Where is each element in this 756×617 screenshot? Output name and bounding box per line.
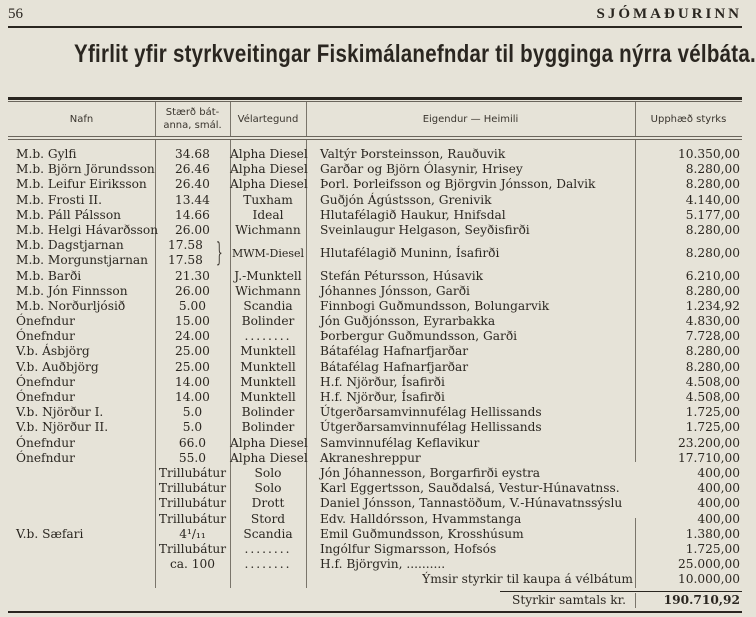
cell-name: M.b. Barði [16,268,82,283]
cell-name: V.b. Ásbjörg [16,344,90,359]
cell-amount: 8.280,00 [685,246,740,261]
cell-size: 26.46 [175,162,210,177]
header-rule [8,136,742,137]
cell-amount: 400,00 [697,465,740,480]
cell-engine: Wichmann [235,222,301,237]
cell-engine: Alpha Diesel [230,435,308,450]
cell-size: ca. 100 [169,557,216,572]
cell-engine: Alpha Diesel [230,450,308,465]
cell-engine: Scandia [243,526,293,541]
cell-amount: 10.350,00 [677,147,740,161]
page-title: Yfirlit yfir styrkveitingar Fiskimálanefndar til bygginga nýrra vélbáta. [74,40,756,68]
cell-owner: Emil Guðmundsson, Krosshúsum [320,526,524,541]
header-size: Stærð bát-anna, smál. [163,107,222,131]
total-divider [635,593,636,608]
cell-name: Ónefndur [16,390,75,405]
table-row [8,375,742,390]
cell-size: 15.00 [175,314,210,329]
cell-size: 24.00 [175,329,210,344]
table-row [8,420,742,435]
cell-size: Trillubátur [158,481,227,496]
cell-owner: Bátafélag Hafnarfjarðar [320,344,469,359]
cell-name: M.b. Morgunstjarnan [16,253,149,268]
cell-name: M.b. Frosti II. [16,192,102,207]
cell-name: V.b. Njörður I. [16,405,104,420]
table-row [8,572,742,587]
total-label: Styrkir samtals kr. [512,593,626,607]
cell-amount: 7.728,00 [685,329,740,344]
cell-engine: Tuxham [243,192,293,207]
table-header [8,102,742,136]
cell-amount: 8.280,00 [685,359,740,374]
cell-owner: Ingólfur Sigmarsson, Hofsós [320,541,497,556]
cell-owner: Þorbergur Guðmundsson, Garði [320,329,518,344]
cell-size: 21.30 [175,268,210,283]
cell-owner: Karl Eggertsson, Sauðdalsá, Vestur-Húnavatnss. [320,481,620,496]
header-amount: Upphæð styrks [650,113,727,125]
cell-amount: 400,00 [697,481,740,496]
cell-amount: 400,00 [697,511,740,526]
cell-name: M.b. Leifur Eiriksson [16,177,147,192]
cell-amount: 1.234,92 [685,298,740,313]
table-top-rule [8,97,742,100]
cell-engine: Bolinder [241,314,295,329]
cell-amount: 1.725,00 [685,541,740,556]
cell-size: 26.00 [175,222,210,237]
cell-owner: Finnbogi Guðmundsson, Bolungarvik [320,298,550,313]
cell-engine: Bolinder [241,405,295,420]
cell-amount: 8.280,00 [685,162,740,177]
cell-name: Ónefndur [16,450,75,465]
cell-owner: Jón Guðjónsson, Eyrarbakka [320,314,496,329]
cell-engine: Munktell [240,359,296,374]
table-row [8,466,742,481]
masthead: SJÓMAÐURINN [596,6,742,22]
header-owner: Eigendur — Heimili [422,113,519,125]
cell-amount: 8.280,00 [685,222,740,237]
cell-owner: Stefán Pétursson, Húsavik [320,268,484,283]
cell-name: Ónefndur [16,329,75,344]
cell-size: Trillubátur [158,511,227,526]
cell-owner: Samvinnufélag Keflavikur [320,435,480,450]
cell-owner: Daniel Jónsson, Tannastöðum, V.-Húnavatnssýslu [320,496,623,511]
cell-name: Ónefndur [16,314,75,329]
table-row [8,542,742,557]
cell-owner: Jóhannes Jónsson, Garði [320,283,470,298]
cell-amount: 1.725,00 [685,420,740,435]
table-row [8,360,742,375]
cell-size: 14.00 [175,390,210,405]
cell-size: 4¹/₁₁ [179,526,206,541]
cell-name: Ónefndur [16,435,75,450]
total-rule [500,591,742,592]
header-divider [230,102,231,136]
table-row-group [8,238,742,268]
cell-owner: Valtýr Þorsteinsson, Rauðuvik [320,147,506,161]
cell-owner: Ýmsir styrkir til kaupa á vélbátum [422,572,633,587]
table-row [8,193,742,208]
table-row [8,481,742,496]
table-row [8,496,742,511]
cell-amount: 1.380,00 [685,526,740,541]
cell-owner: H.f. Njörður, Ísafirði [320,374,445,389]
cell-size: 14.00 [175,374,210,389]
cell-size: 25.00 [175,344,210,359]
cell-owner: H.f. Njörður, Ísafirði [320,390,445,405]
cell-amount: 25.000,00 [677,557,740,572]
cell-amount: 23.200,00 [677,435,740,450]
table-row [8,405,742,420]
cell-owner: Hlutafélagið Haukur, Hnifsdal [320,207,506,222]
total-amount: 190.710,92 [663,593,740,607]
cell-name: M.b. Helgi Hávarðsson [16,222,159,237]
cell-size: 5.0 [182,420,203,435]
cell-size: 34.68 [175,147,210,161]
cell-owner: Akraneshreppur [320,450,421,465]
cell-amount: 8.280,00 [685,344,740,359]
table-row [8,451,742,466]
table-row [8,390,742,405]
table-row [8,329,742,344]
table-row [8,527,742,542]
table-row [8,299,742,314]
cell-engine: Alpha Diesel [230,147,308,161]
cell-name: Ónefndur [16,374,75,389]
cell-name: M.b. Páll Pálsson [16,207,122,222]
cell-name: M.b. Jón Finnsson [16,283,128,298]
table-row [8,314,742,329]
cell-owner: Sveinlaugur Helgason, Seyðisfirði [320,222,530,237]
cell-size: 14.66 [175,207,210,222]
cell-engine: Alpha Diesel [230,162,308,177]
cell-engine: Drott [251,496,285,511]
cell-amount: 6.210,00 [685,268,740,283]
cell-engine: Munktell [240,344,296,359]
page-number: 56 [8,6,23,22]
total-row [500,593,742,609]
header-divider [306,102,307,136]
cell-amount: 4.508,00 [685,374,740,389]
header-engine: Vélartegund [237,113,299,125]
table-body [8,147,742,587]
table-row [8,284,742,299]
table-row [8,208,742,223]
cell-amount: 4.830,00 [685,314,740,329]
cell-engine: Munktell [240,374,296,389]
cell-amount: 8.280,00 [685,177,740,192]
cell-size: 26.40 [175,177,210,192]
cell-name: M.b. Björn Jörundsson [16,162,155,177]
cell-engine: J.-Munktell [234,268,302,283]
header-divider [155,102,156,136]
cell-owner: Útgerðarsamvinnufélag Hellissands [320,420,542,435]
cell-owner: Jón Jóhannesson, Borgarfirði eystra [320,465,541,480]
cell-owner: Hlutafélagið Muninn, Ísafirði [320,246,500,261]
cell-size: 17.58 [168,238,203,253]
cell-owner: Garðar og Björn Ólasynir, Hrisey [320,162,523,177]
cell-engine: Scandia [243,298,293,313]
cell-size: 13.44 [175,192,210,207]
cell-name: V.b. Njörður II. [16,420,109,435]
cell-engine: Wichmann [235,283,301,298]
table-row [8,344,742,359]
cell-name: M.b. Dagstjarnan [16,238,124,253]
cell-owner: Edv. Halldórsson, Hvammstanga [320,511,522,526]
cell-size: Trillubátur [158,465,227,480]
cell-owner: Bátafélag Hafnarfjarðar [320,359,469,374]
cell-owner: Þorl. Þorleifsson og Björgvin Jónsson, Dalvik [320,177,596,192]
table-row [8,557,742,572]
brace-icon: } [215,238,223,269]
header-divider [635,102,636,136]
page-header [8,4,742,28]
cell-engine: Munktell [240,390,296,405]
cell-amount: 4.140,00 [685,192,740,207]
table-row [8,162,742,177]
header-rule-thin [8,139,742,140]
cell-engine: Solo [254,481,282,496]
cell-size: 5.0 [182,405,203,420]
cell-owner: Útgerðarsamvinnufélag Hellissands [320,405,542,420]
cell-name: V.b. Sæfari [16,526,84,541]
cell-amount: 10.000,00 [677,572,740,587]
table-bottom-rule [8,611,742,613]
cell-size: 26.00 [175,283,210,298]
cell-owner: Guðjón Ágústsson, Grenivik [320,192,492,207]
cell-size: 17.58 [168,253,203,268]
cell-amount: 17.710,00 [677,450,740,465]
table-row [8,223,742,238]
table-row [8,436,742,451]
cell-name: M.b. Gylfi [16,147,77,161]
header-name: Nafn [69,113,94,125]
table-row [8,512,742,527]
cell-size: Trillubátur [158,496,227,511]
cell-engine: ........ [244,329,292,344]
table-row [8,177,742,192]
cell-amount: 1.725,00 [685,405,740,420]
cell-size: 66.0 [178,435,207,450]
cell-engine: MWM-Diesel [231,247,305,261]
cell-engine: Stord [250,511,286,526]
cell-engine: Solo [254,465,282,480]
cell-owner: H.f. Björgvin, .......... [320,557,446,572]
cell-amount: 8.280,00 [685,283,740,298]
cell-size: 55.0 [178,450,207,465]
cell-engine: ........ [244,557,292,572]
cell-name: V.b. Auðbjörg [16,359,99,374]
cell-amount: 5.177,00 [685,207,740,222]
cell-amount: 4.508,00 [685,390,740,405]
cell-engine: Bolinder [241,420,295,435]
cell-name: M.b. Norðurljósið [16,298,126,313]
cell-size: 25.00 [175,359,210,374]
cell-amount: 400,00 [697,496,740,511]
cell-engine: ........ [244,541,292,556]
cell-engine: Alpha Diesel [230,177,308,192]
cell-size: 5.00 [178,298,207,313]
table-row [8,269,742,284]
cell-size: Trillubátur [158,541,227,556]
table-row [8,147,742,162]
cell-engine: Ideal [252,207,284,222]
